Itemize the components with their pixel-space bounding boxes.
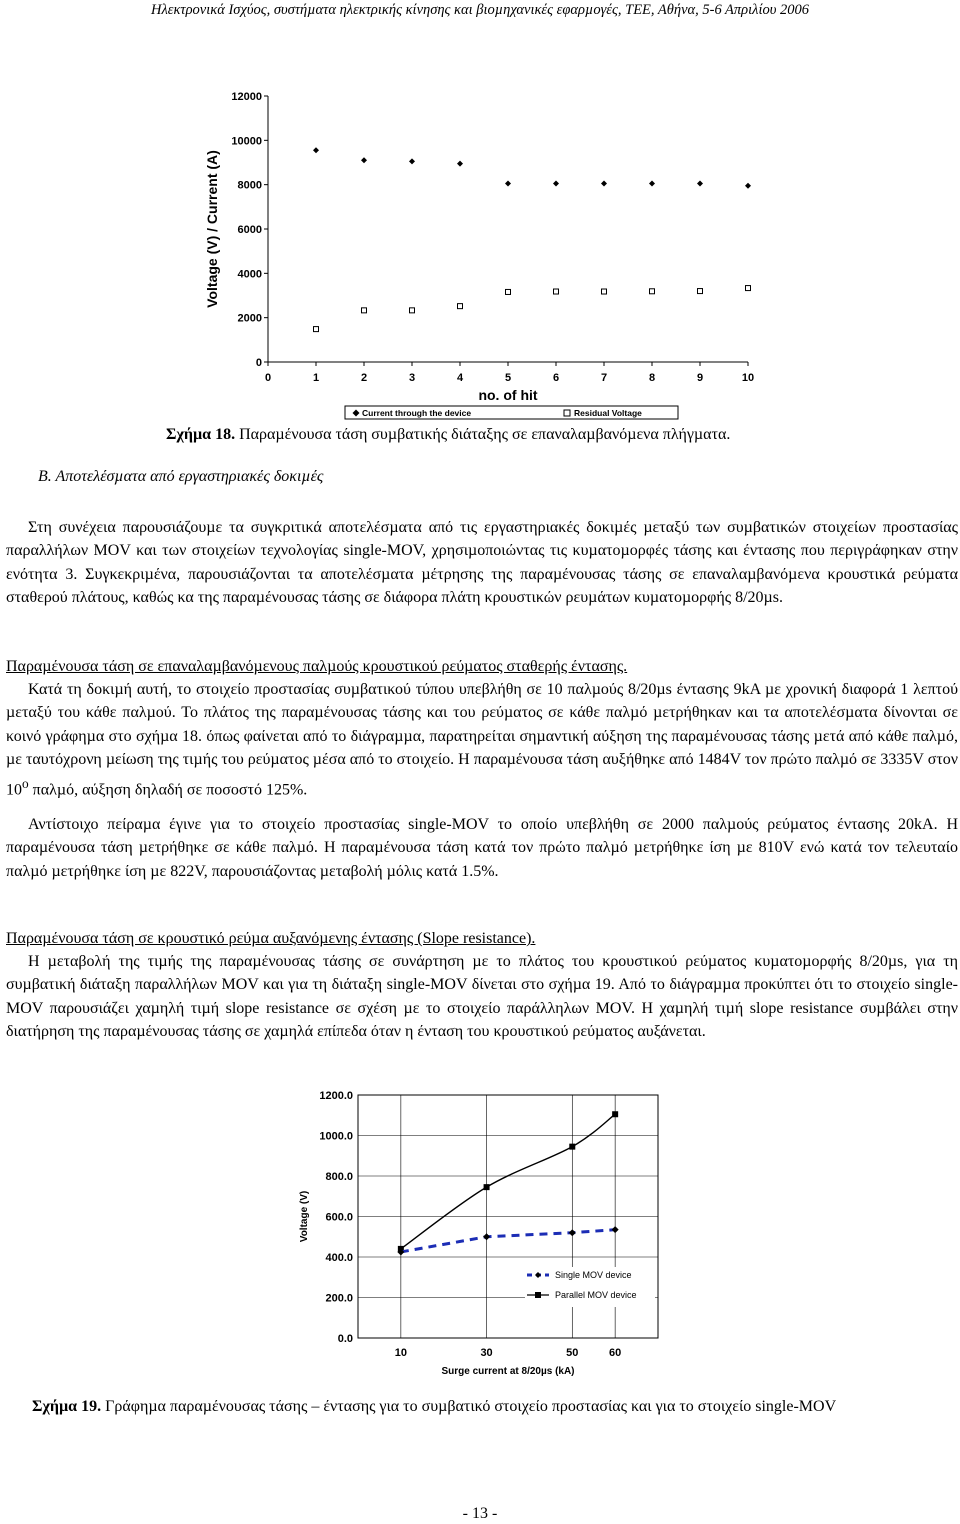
figure-18-label: Σχήµα 18. <box>166 426 236 443</box>
paragraph-conventional-test <box>6 678 958 801</box>
y-tick-label: 8000 <box>237 179 262 192</box>
y-tick-label: 200.0 <box>325 1292 353 1305</box>
x-tick-label: 3 <box>408 372 416 384</box>
voltage-data-point <box>362 308 367 313</box>
voltage-data-point <box>458 304 463 309</box>
x-tick-label: 10 <box>394 1347 407 1359</box>
current-data-point <box>313 147 319 153</box>
figure-19-chart <box>290 1083 695 1393</box>
running-header: Ηλεκτρονικά Ισχύος, συστήµατα ηλεκτρικής κίνησης και βιοµηχανικές εφαρµογές, ΤΕΕ, Αθήνα, 5-6 Απριλίου 2006 <box>150 2 810 18</box>
y-tick-label: 6000 <box>237 224 262 236</box>
x-tick-label: 30 <box>480 1347 493 1359</box>
subheading-text: Παραµένουσα τάση σε κρουστικό ρεύµα αυξανόµενης έντασης (Slope resistance). <box>6 930 536 947</box>
x-tick-label: 4 <box>456 372 464 384</box>
y-tick-label: 1200.0 <box>319 1090 353 1102</box>
figure-18-caption-text: Παραµένουσα τάση συµβατικής διάταξης σε επαναλαµβανόµενα πλήγµατα. <box>235 426 731 443</box>
y-tick-label: 800.0 <box>325 1171 353 1183</box>
parallel-mov-point <box>484 1184 490 1190</box>
y-tick-label: 1000.0 <box>319 1130 353 1143</box>
section-title: Β. Αποτελέσµατα από εργαστηριακές δοκιµές <box>38 468 324 485</box>
x-tick-label: 8 <box>648 372 656 384</box>
paragraph-single-mov-test: Αντίστοιχο πείραµα έγινε για το στοιχείο προστασίας single-MOV το οποίο υπεβλήθη σε 2000 παλµούς ρεύµατος έντασης 20kA. Η παραµένουσα τάση µετρήθηκε σε κάθε παλµό. Η παραµένουσα τάση κατά τον πρώτο παλµό µετρήθηκε ίση µε 810V ενώ κατά τον τελευταίο παλµό µετρήθηκε ίση µε 822V, παρουσιάζοντας µεταβολή µόλις κατά 1.5%. <box>6 816 958 880</box>
y-axis-title: Voltage (V) / Current (A) <box>204 150 220 308</box>
current-data-point <box>505 181 511 187</box>
y-axis-title: Voltage (V) <box>299 1190 310 1243</box>
parallel-mov-point <box>612 1111 618 1117</box>
parallel-mov-point <box>569 1144 575 1150</box>
current-data-point <box>649 181 655 187</box>
voltage-data-point <box>314 327 319 332</box>
legend-single-label: Single MOV device <box>555 1270 632 1280</box>
paragraph-text: παλµό, αύξηση δηλαδή σε ποσοστό 125%. <box>28 780 308 798</box>
x-tick-label: 9 <box>696 372 704 384</box>
current-data-point <box>457 161 463 167</box>
x-axis-title: Surge current at 8/20µs (kA) <box>441 1366 575 1377</box>
voltage-data-point <box>506 289 511 294</box>
current-data-point <box>409 158 415 164</box>
current-data-point <box>361 157 367 163</box>
y-tick-label: 2000 <box>237 312 262 325</box>
legend-parallel-label: Parallel MOV device <box>555 1290 637 1300</box>
y-tick-label: 0.0 <box>337 1333 353 1345</box>
superscript-ordinal: ο <box>22 775 29 791</box>
subheading-constant-current <box>6 655 958 678</box>
current-data-point <box>553 181 559 187</box>
voltage-data-point <box>410 308 415 313</box>
x-tick-label: 60 <box>609 1347 622 1359</box>
subheading-text: Παραµένουσα τάση σε επαναλαµβανόµενους παλµούς κρουστικού ρεύµατος σταθερής έντασης. <box>6 658 628 675</box>
figure-18-caption <box>166 426 730 444</box>
paragraph-slope: Η µεταβολή της τιµής της παραµένουσας τάσης σε συνάρτηση µε το πλάτος του κρουστικού ρεύµατος κυµατοµορφής 8/20µs, για τη συµβατική διάταξη παραλλήλων MOV και για τη διάταξη single-MOV δίνεται στο σχήµα 19. Από το διάγραµµα προκύπτει ότι το στοιχείο single-MOV παρουσιάζει χαµηλή τιµή slope resistance σε σχέση µε το στοιχείο παράλληλων MOV. Η χαµηλή τιµή slope resistance συµβάλει στην διατήρηση της παραµένουσας τάσης σε χαµηλά επίπεδα όταν η ένταση του κρουστικού ρεύµατος αυξάνεται. <box>6 953 958 1041</box>
figure-19-caption <box>32 1398 836 1416</box>
y-tick-label: 400.0 <box>325 1252 353 1264</box>
x-axis-title: no. of hit <box>478 387 538 403</box>
x-tick-label: 50 <box>566 1347 579 1359</box>
x-tick-label: 7 <box>600 372 608 384</box>
current-data-point <box>601 181 607 187</box>
legend-parallel-marker <box>535 1292 541 1298</box>
voltage-data-point <box>746 286 751 291</box>
figure-19-label: Σχήµα 19. <box>32 1398 102 1415</box>
page-number: - 13 - <box>462 1505 498 1522</box>
figure-19-caption-text: Γράφηµα παραµένουσας τάσης – έντασης για το συµβατικό στοιχείο προστασίας και για το στοιχείο single-MOV <box>101 1398 837 1415</box>
voltage-data-point <box>602 289 607 294</box>
paragraph-text: Κατά τη δοκιµή αυτή, το στοιχείο προστασίας συµβατικού τύπου υπεβλήθη σε 10 παλµούς 8/20µs έντασης 9kA µε χρονική διαφορά 1 λεπτού µεταξύ του κάθε παλµού. Το πλάτος της παραµένουσας τάσης και του ρεύµατος σε κάθε παλµό µετρήθηκαν και τα αποτελέσµατα δίνονται σε κοινό γράφηµα στο σχήµα 18. όπως φαίνεται από το διάγραµµα, παρατηρείται σηµαντική αύξηση της παραµένουσας τάσης µετά από κάθε παλµό, µε ταυτόχρονη µείωση της τιµής του ρεύµατος µέσα από το στοιχείο. Η παραµένουσα τάση αυξήθηκε από 1484V τον πρώτο παλµό σε 3335V στον 10 <box>6 681 958 798</box>
x-tick-label: 10 <box>741 372 755 384</box>
paragraph-intro: Στη συνέχεια παρουσιάζουµε τα συγκριτικά αποτελέσµατα από τις εργαστηριακές δοκιµές µεταξύ των συµβατικών στοιχείων προστασίας παραλλήλων MOV και των στοιχείων τεχνολογίας single-MOV, χρησιµοποιώντας τις κυµατοµορφές τάσης και έντασης που περιγράφηκαν στην ενότητα 3. Συγκεκριµένα, παρουσιάζονται τα αποτελέσµατα µέτρησης της παραµένουσας τάσης σε επαναλαµβανόµενα κρουστικά ρεύµατα σταθερού πλάτους, καθώς κα της παραµένουσας τάσης σε διάφορα πλάτη κρουστικών ρευµάτων κυµατοµορφής 8/20µs. <box>6 519 958 607</box>
legend-current-label: Current through the device <box>362 408 472 418</box>
x-tick-label: 2 <box>360 372 368 384</box>
voltage-data-point <box>698 289 703 294</box>
legend-voltage-label: Residual Voltage <box>574 408 642 418</box>
y-tick-label: 10000 <box>231 135 262 148</box>
y-tick-label: 12000 <box>231 91 262 103</box>
current-data-point <box>697 181 703 187</box>
y-tick-label: 4000 <box>237 268 262 281</box>
subheading-slope-resistance <box>6 927 958 950</box>
voltage-data-point <box>650 289 655 294</box>
y-tick-label: 0 <box>255 357 262 369</box>
current-data-point <box>745 183 751 189</box>
x-tick-label: 6 <box>552 372 560 384</box>
y-tick-label: 600.0 <box>325 1211 353 1224</box>
x-tick-label: 1 <box>312 372 320 384</box>
figure-18-chart <box>190 80 770 425</box>
legend-voltage-marker <box>564 410 570 416</box>
x-tick-label: 0 <box>264 372 272 384</box>
voltage-data-point <box>554 289 559 294</box>
x-tick-label: 5 <box>504 372 512 384</box>
